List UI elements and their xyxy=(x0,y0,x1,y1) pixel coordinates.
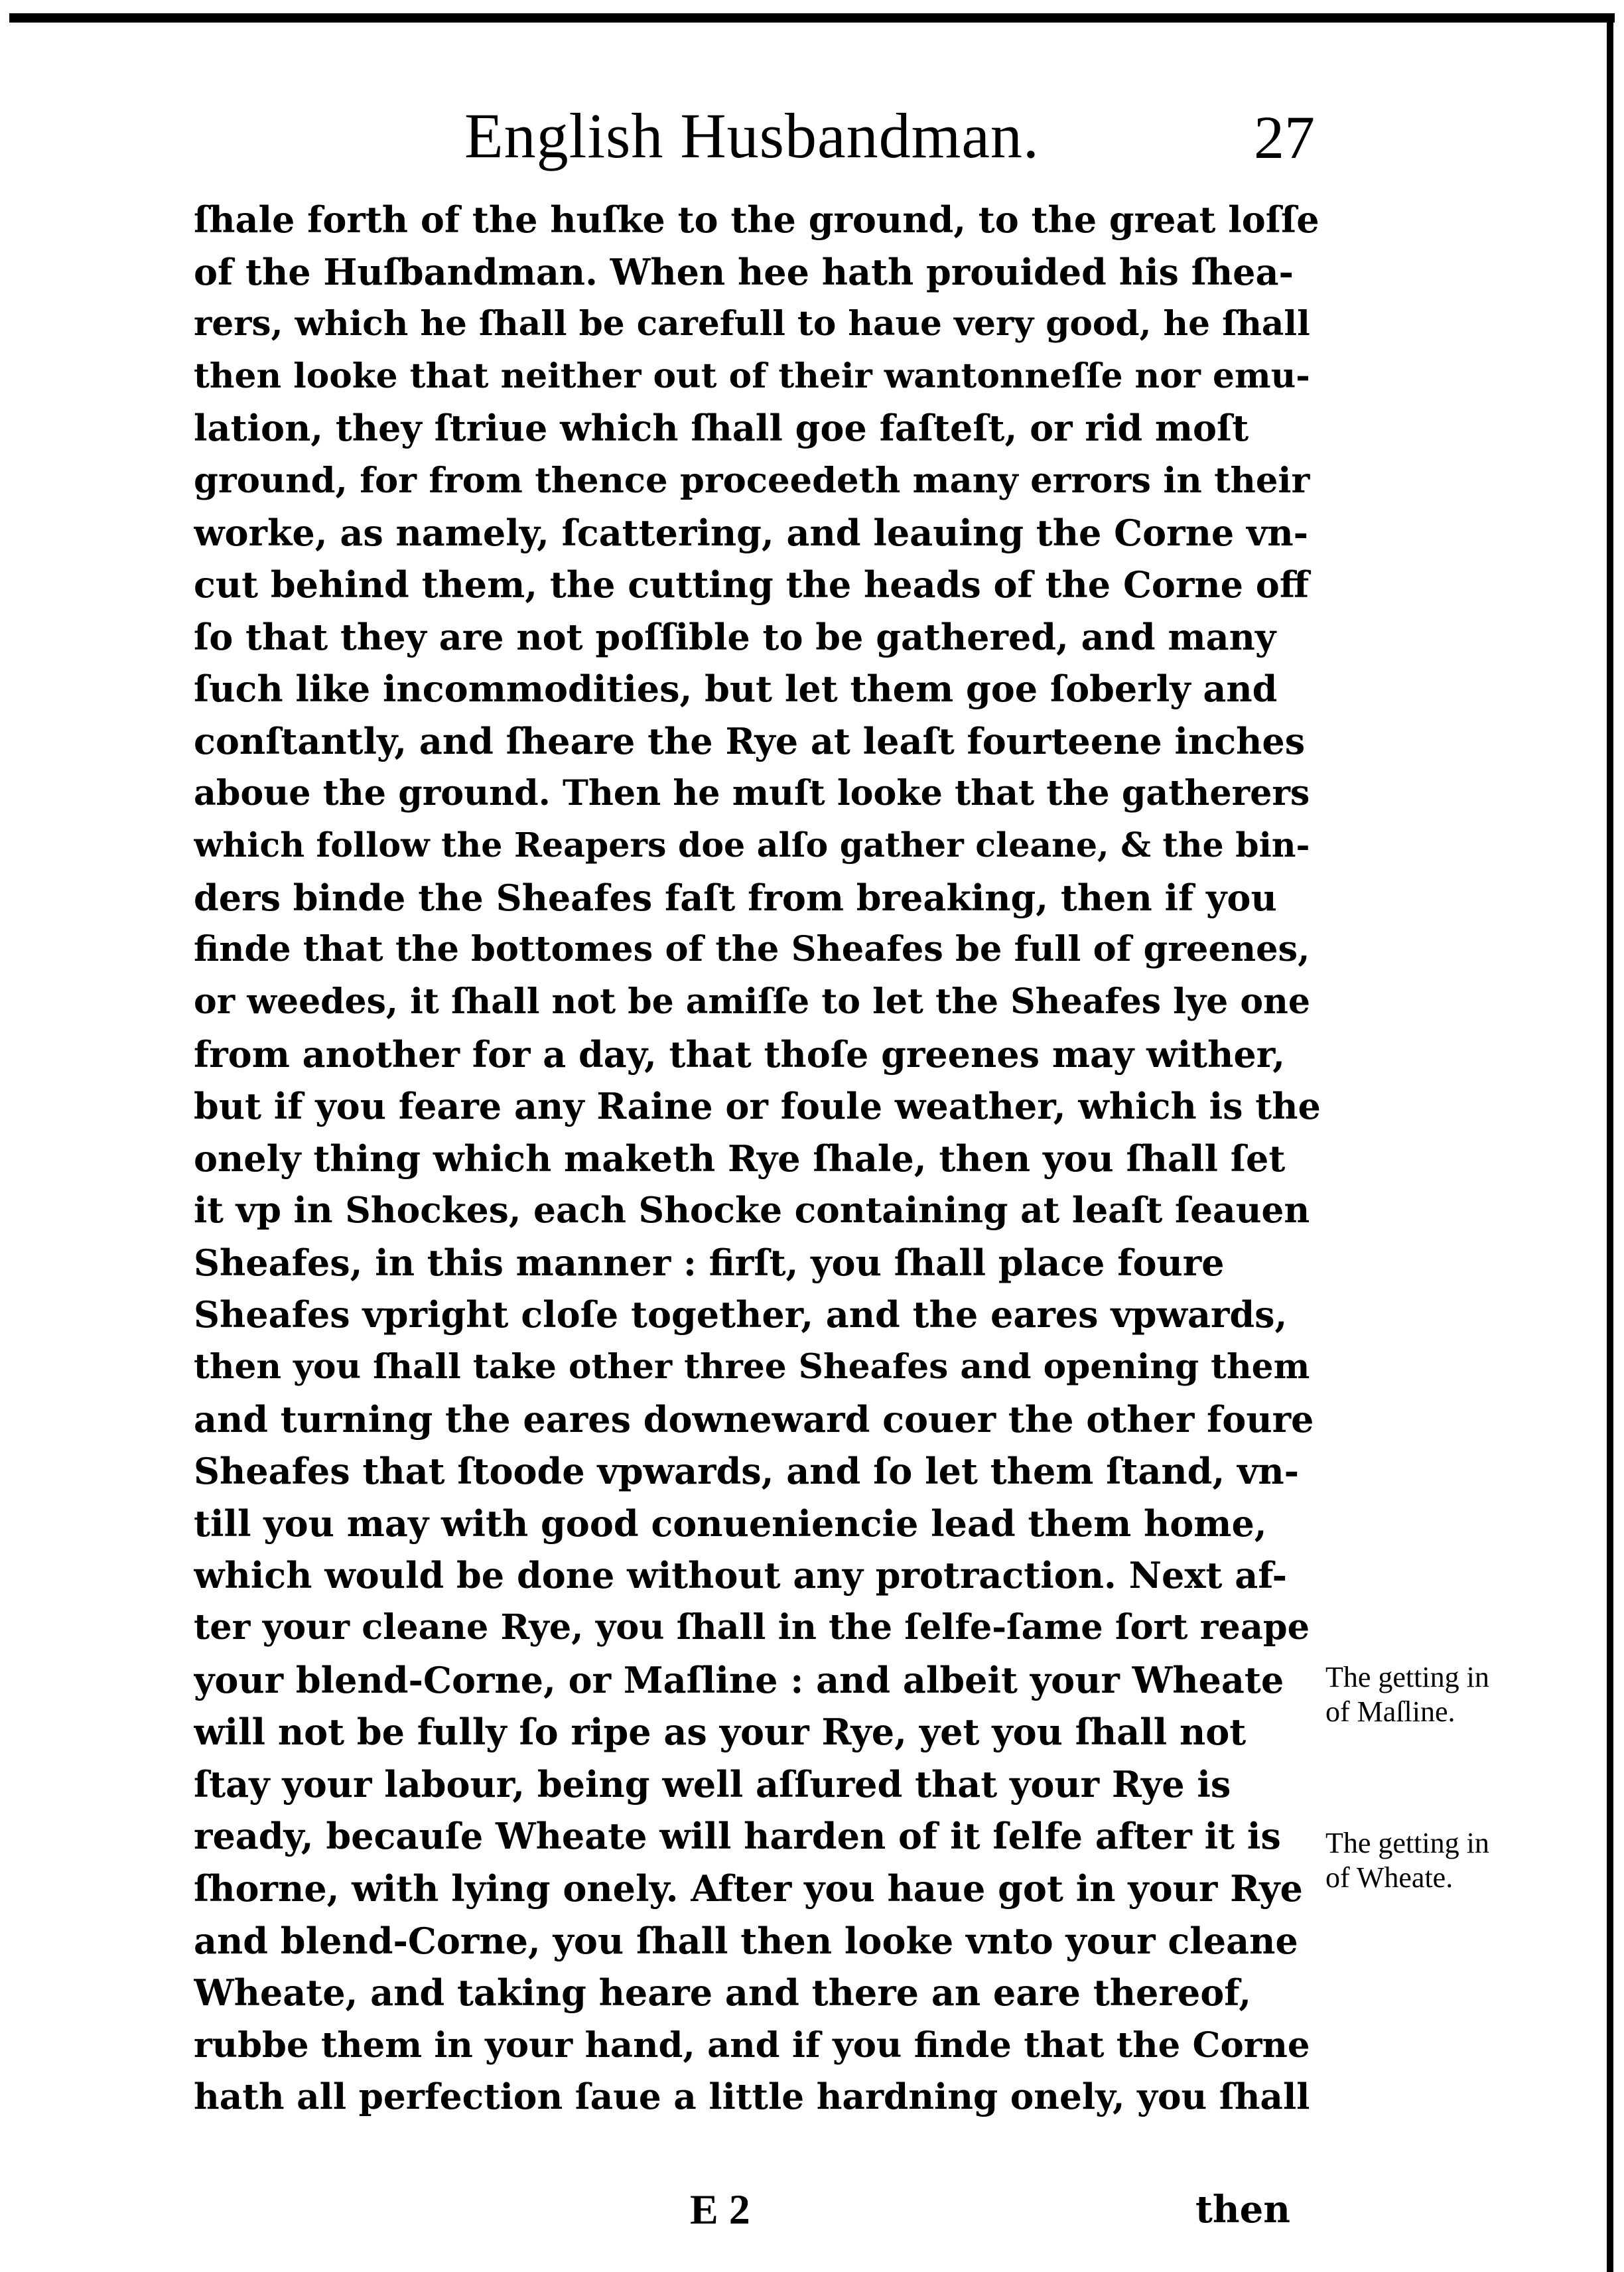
text-line: till you may with good conueniencie lead them home, xyxy=(194,1502,1267,1545)
catchword: then xyxy=(1195,2188,1290,2232)
margin-note-line: of Maſline. xyxy=(1325,1695,1455,1728)
text-line: ſhorne, with lying onely. After you haue got in your Rye xyxy=(194,1867,1303,1910)
text-line: which would be done without any protraction. Next af- xyxy=(194,1554,1287,1597)
text-line: of the Huſbandman. When hee hath prouided his ſhea- xyxy=(194,250,1294,293)
text-line: Sheafes, in this manner : firſt, you ſhall place foure xyxy=(194,1241,1225,1284)
text-line: or weedes, it ſhall not be amiſſe to let the Sheafes lye one xyxy=(194,981,1310,1022)
signature-mark: E 2 xyxy=(690,2186,750,2233)
text-line: rubbe them in your hand, and if you finde that the Corne xyxy=(194,2024,1310,2066)
text-line: ter your cleane Rye, you ſhall in the ſelfe-ſame ſort reape xyxy=(194,1607,1310,1648)
text-line: ſtay your labour, being well aſſured that your Rye is xyxy=(194,1762,1231,1806)
text-line: rers, which he ſhall be carefull to haue very good, he ſhall xyxy=(194,303,1310,344)
text-line: which follow the Reapers doe alſo gather cleane, & the bin- xyxy=(194,825,1310,865)
text-line: then looke that neither out of their wantonneſſe nor emu- xyxy=(194,355,1310,396)
text-line: your blend-Corne, or Maſline : and albeit your Wheate xyxy=(194,1658,1284,1701)
text-line: and blend-Corne, you ſhall then looke vnto your cleane xyxy=(194,1919,1298,1962)
text-line: hath all perfection ſaue a little hardning onely, you ſhall xyxy=(194,2076,1310,2118)
margin-note-line: The getting in xyxy=(1325,1827,1489,1859)
text-line: Wheate, and taking heare and there an eare thereof, xyxy=(194,1971,1252,2015)
text-line: will not be fully ſo ripe as your Rye, yet you ſhall not xyxy=(194,1711,1247,1754)
body-text-block xyxy=(194,194,1321,2123)
text-line: ders binde the Sheafes faſt from breaking, then if you xyxy=(194,876,1277,919)
text-line: ſo that they are not poſſible to be gathered, and many xyxy=(194,615,1276,658)
text-line: and turning the eares downeward couer the other foure xyxy=(194,1397,1314,1441)
text-line: then you ſhall take other three Sheafes and opening them xyxy=(194,1346,1310,1387)
margin-note-masline xyxy=(1325,1660,1604,1729)
text-line: ſhale forth of the huſke to the ground, to the great loſſe xyxy=(194,198,1320,241)
text-line: from another for a day, that thoſe greenes may wither, xyxy=(194,1032,1286,1076)
page-number: 27 xyxy=(1254,104,1315,171)
text-line: ready, becauſe Wheate will harden of it ſelfe after it is xyxy=(194,1815,1281,1858)
text-line: onely thing which maketh Rye ſhale, then you ſhall ſet xyxy=(194,1137,1286,1180)
running-header-title: English Husbandman. xyxy=(464,100,1040,171)
text-line: Sheafes vpright cloſe together, and the eares vpwards, xyxy=(194,1293,1288,1336)
margin-note-line: The getting in xyxy=(1325,1661,1489,1693)
text-line: finde that the bottomes of the Sheafes be full of greenes, xyxy=(194,929,1310,970)
margin-note-wheate xyxy=(1325,1826,1604,1895)
text-line: ground, for from thence proceedeth many errors in their xyxy=(194,459,1310,501)
text-line: worke, as namely, ſcattering, and leauing the Corne vn- xyxy=(194,511,1309,554)
text-line: lation, they ſtriue which ſhall goe faſteſt, or rid moſt xyxy=(194,407,1249,450)
text-line: it vp in Shockes, each Shocke containing at leaſt ſeauen xyxy=(194,1189,1310,1232)
text-line: Sheafes that ſtoode vpwards, and ſo let them ſtand, vn- xyxy=(194,1450,1300,1493)
text-line: conſtantly, and ſheare the Rye at leaſt fourteene inches xyxy=(194,719,1306,762)
top-border-rule xyxy=(9,13,1615,23)
text-line: ſuch like incommodities, but let them goe ſoberly and xyxy=(194,668,1278,711)
text-line: but if you feare any Raine or foule weather, which is the xyxy=(194,1085,1321,1128)
text-line: aboue the ground. Then he muſt looke that the gatherers xyxy=(194,772,1310,814)
right-border-rule xyxy=(1607,13,1613,2272)
text-line: cut behind them, the cutting the heads of the Corne off xyxy=(194,563,1310,606)
margin-note-line: of Wheate. xyxy=(1325,1861,1454,1894)
